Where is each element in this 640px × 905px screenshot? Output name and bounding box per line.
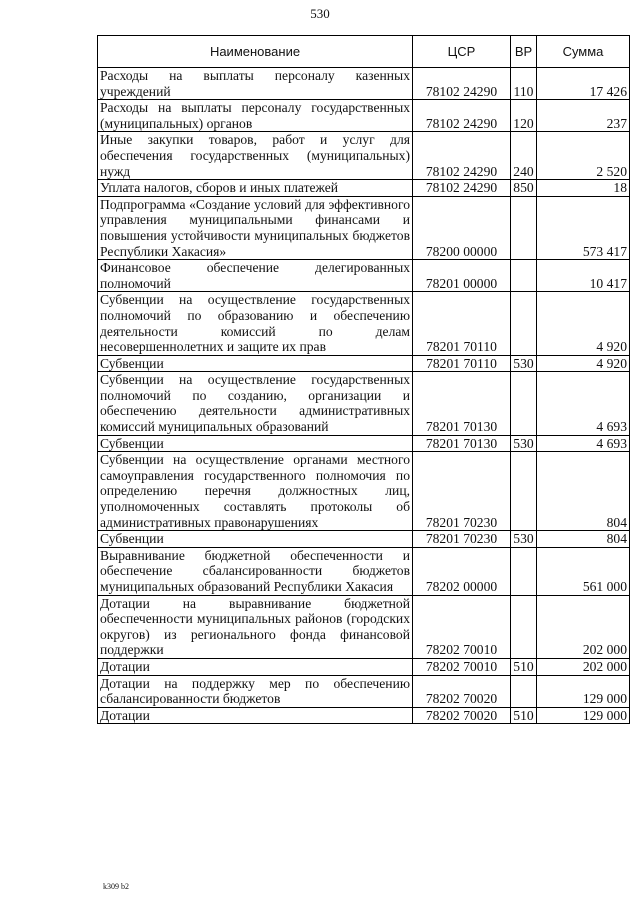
header-sum: Сумма (537, 36, 630, 68)
row-name: Подпрограмма «Создание условий для эффективного управления муниципальными финансами и повышения устойчивости муниципальных бюджетов Республики Хакасия» (98, 196, 413, 259)
row-csr: 78201 70130 (413, 435, 511, 452)
row-vr (511, 372, 537, 435)
table-row (98, 658, 630, 675)
row-vr: 530 (511, 435, 537, 452)
row-csr: 78201 70230 (413, 452, 511, 531)
table-header-row (98, 36, 630, 68)
row-name: Субвенции на осуществление органами местного самоуправления государственного полномочия по определению перечня должностных лиц, уполномоченных составлять протоколы об административных правонарушениях (98, 452, 413, 531)
row-vr (511, 595, 537, 658)
row-sum: 10 417 (537, 260, 630, 292)
row-name: Субвенции (98, 531, 413, 548)
table-row (98, 435, 630, 452)
row-vr: 530 (511, 531, 537, 548)
row-csr: 78102 24290 (413, 68, 511, 100)
row-sum: 237 (537, 100, 630, 132)
row-name: Расходы на выплаты персоналу казенных учреждений (98, 68, 413, 100)
table-row (98, 531, 630, 548)
row-csr: 78201 70110 (413, 355, 511, 372)
row-sum: 4 693 (537, 372, 630, 435)
row-sum: 4 920 (537, 292, 630, 355)
header-name: Наименование (98, 36, 413, 68)
row-name: Дотации на поддержку мер по обеспечению сбалансированности бюджетов (98, 675, 413, 707)
row-vr (511, 196, 537, 259)
row-sum: 17 426 (537, 68, 630, 100)
row-vr: 120 (511, 100, 537, 132)
row-csr: 78201 70230 (413, 531, 511, 548)
row-name: Дотации (98, 658, 413, 675)
row-name: Дотации (98, 707, 413, 724)
table-row (98, 547, 630, 595)
table-row (98, 452, 630, 531)
header-csr: ЦСР (413, 36, 511, 68)
row-csr: 78202 70010 (413, 595, 511, 658)
row-csr: 78201 70130 (413, 372, 511, 435)
table-row (98, 675, 630, 707)
row-sum: 2 520 (537, 132, 630, 180)
row-csr: 78102 24290 (413, 132, 511, 180)
footer-code: k309 b2 (103, 882, 129, 891)
row-sum: 561 000 (537, 547, 630, 595)
page-number: 530 (310, 6, 330, 21)
row-name: Финансовое обеспечение делегированных полномочий (98, 260, 413, 292)
row-name: Субвенции (98, 435, 413, 452)
row-name: Дотации на выравнивание бюджетной обеспеченности муниципальных районов (городских округов) из регионального фонда финансовой поддержки (98, 595, 413, 658)
row-csr: 78201 00000 (413, 260, 511, 292)
row-sum: 4 920 (537, 355, 630, 372)
row-sum: 202 000 (537, 658, 630, 675)
row-name: Субвенции на осуществление государственных полномочий по созданию, организации и обеспечению деятельности административных комиссий муниципальных образований (98, 372, 413, 435)
row-sum: 804 (537, 452, 630, 531)
row-name: Субвенции (98, 355, 413, 372)
row-vr (511, 292, 537, 355)
row-sum: 804 (537, 531, 630, 548)
row-vr: 530 (511, 355, 537, 372)
row-csr: 78202 70020 (413, 675, 511, 707)
row-sum: 4 693 (537, 435, 630, 452)
table-row (98, 292, 630, 355)
row-vr: 110 (511, 68, 537, 100)
row-csr: 78202 70010 (413, 658, 511, 675)
row-csr: 78200 00000 (413, 196, 511, 259)
budget-table (97, 35, 630, 724)
row-sum: 129 000 (537, 675, 630, 707)
row-name: Расходы на выплаты персоналу государственных (муниципальных) органов (98, 100, 413, 132)
row-vr: 850 (511, 180, 537, 197)
table-row (98, 707, 630, 724)
row-vr (511, 260, 537, 292)
table-row (98, 180, 630, 197)
row-vr (511, 452, 537, 531)
row-csr: 78202 70020 (413, 707, 511, 724)
row-csr: 78102 24290 (413, 100, 511, 132)
row-vr (511, 675, 537, 707)
row-vr: 240 (511, 132, 537, 180)
table-row (98, 372, 630, 435)
table-row (98, 196, 630, 259)
row-csr: 78102 24290 (413, 180, 511, 197)
table-row (98, 355, 630, 372)
row-name: Субвенции на осуществление государственных полномочий по образованию и обеспечению деятельности комиссий по делам несовершеннолетних и защите их прав (98, 292, 413, 355)
table-row (98, 68, 630, 100)
table-row (98, 132, 630, 180)
row-vr: 510 (511, 658, 537, 675)
table-row (98, 595, 630, 658)
table-row (98, 260, 630, 292)
row-name: Уплата налогов, сборов и иных платежей (98, 180, 413, 197)
row-name: Выравнивание бюджетной обеспеченности и обеспечение сбалансированности бюджетов муниципальных образований Республики Хакасия (98, 547, 413, 595)
header-vr: ВР (511, 36, 537, 68)
table-row (98, 100, 630, 132)
row-vr: 510 (511, 707, 537, 724)
row-sum: 129 000 (537, 707, 630, 724)
row-csr: 78201 70110 (413, 292, 511, 355)
row-name: Иные закупки товаров, работ и услуг для обеспечения государственных (муниципальных) нужд (98, 132, 413, 180)
row-csr: 78202 00000 (413, 547, 511, 595)
row-sum: 202 000 (537, 595, 630, 658)
row-vr (511, 547, 537, 595)
row-sum: 573 417 (537, 196, 630, 259)
row-sum: 18 (537, 180, 630, 197)
